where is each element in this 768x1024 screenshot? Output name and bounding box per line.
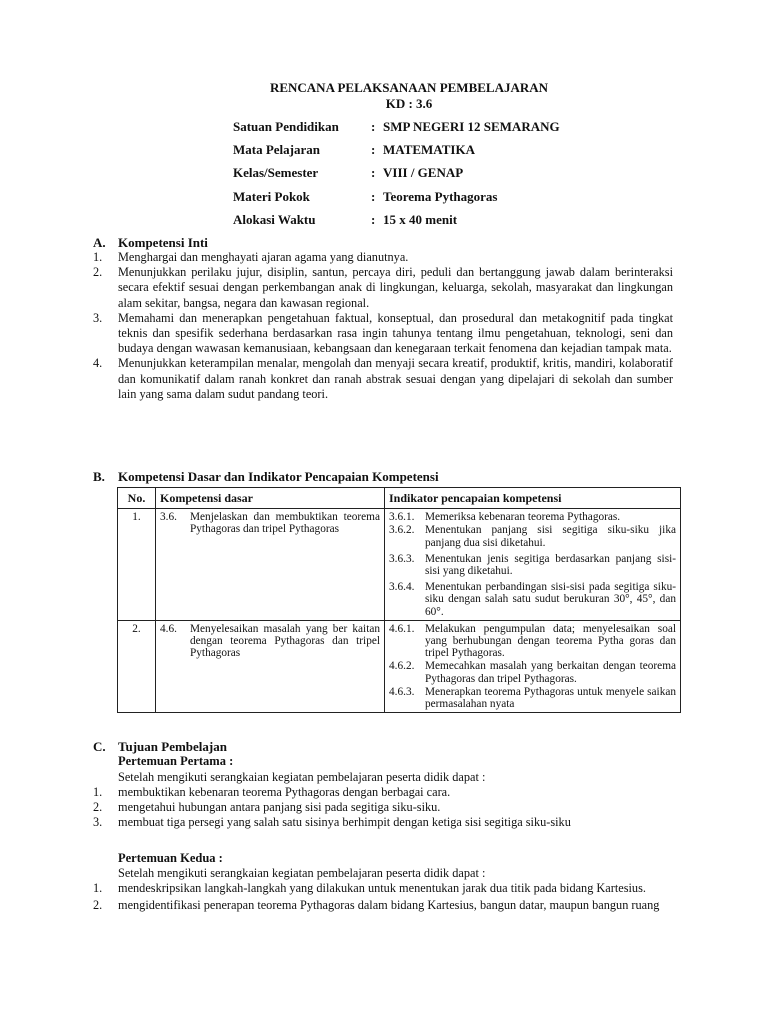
section-b-heading: B. Kompetensi Dasar dan Indikator Pencapaian Kompetensi — [93, 469, 439, 484]
row-number: 1. — [118, 509, 156, 621]
meeting-one-goals — [93, 785, 673, 831]
meta-value: VIII / GENAP — [383, 165, 464, 181]
meeting-one-intro: Setelah mengikuti serangkaian kegiatan pembelajaran peserta didik dapat : — [118, 770, 486, 784]
competence-table — [117, 487, 681, 713]
indicator-item: 4.6.1. Melakukan pengumpulan data; menyelesaikan soal yang berhubungan dengan teorema Pytha goras dan tripel Pythagoras. — [389, 622, 676, 660]
meeting-two-intro: Setelah mengikuti serangkaian kegiatan pembelajaran peserta didik dapat : — [118, 866, 486, 880]
section-a-heading: A. Kompetensi Inti — [93, 235, 208, 250]
meeting-one-title: Pertemuan Pertama : — [118, 754, 234, 768]
meta-row-school: Satuan Pendidikan : SMP NEGERI 12 SEMARANG — [233, 119, 560, 134]
indicator-item: 3.6.3. Menentukan jenis segitiga berdasarkan panjang sisi-sisi yang diketahui. — [389, 552, 676, 578]
meta-value: Teorema Pythagoras — [383, 188, 498, 204]
indicator-item: 4.6.2. Memecahkan masalah yang berkaitan dengan teorema Pythagoras dan tripel Pythagoras. — [389, 660, 676, 685]
core-competence-list — [93, 250, 673, 402]
list-item: 2. mengidentifikasi penerapan teorema Pythagoras dalam bidang Kartesius, bangun datar, maupun bangun ruang — [93, 898, 660, 913]
indicator-item: 3.6.1. Memeriksa kebenaran teorema Pythagoras. — [389, 511, 621, 524]
table-header-row — [118, 488, 681, 509]
list-item: 2. mengetahui hubungan antara panjang sisi pada segitiga siku-siku. — [93, 800, 441, 815]
list-item: 1. membuktikan kebenaran teorema Pythagoras dengan berbagai cara. — [93, 785, 451, 799]
kd-heading: KD : 3.6 — [385, 96, 433, 111]
identity-block — [233, 119, 560, 235]
indicator-item: 3.6.4. Menentukan perbandingan sisi-sisi pada segitiga siku-siku dengan salah satu sudut berukuran 30°, 45°, dan 60°. — [389, 581, 676, 618]
table-row — [118, 620, 681, 712]
document-title: RENCANA PELAKSANAAN PEMBELAJARAN — [269, 80, 549, 95]
meta-row-time: Alokasi Waktu : 15 x 40 menit — [233, 211, 458, 227]
column-header-no: No. — [118, 488, 156, 509]
list-item: 1. mendeskripsikan langkah-langkah yang dilakukan untuk menentukan jarak dua titik pada bidang Kartesius. — [93, 881, 646, 895]
indicator-cell — [385, 509, 681, 621]
list-item: 3. Memahami dan menerapkan pengetahuan faktual, konseptual, dan prosedural dan metakognitif pada tingkat teknis dan spesifik sederhana berdasarkan rasa ingin tahunya tentang ilmu pengetahuan, teknologi, seni dan budaya dengan wawasan kemanusiaan, kebangsaan dan kenegaraan terkait fenomena dan kejadian tampak mata. — [93, 310, 673, 356]
competence-cell: 3.6. Menjelaskan dan membuktikan teorema Pythagoras dan tripel Pythagoras — [156, 509, 385, 621]
list-item: 1. Menghargai dan menghayati ajaran agama yang dianutnya. — [93, 250, 409, 264]
meta-value: 15 x 40 menit — [383, 211, 458, 227]
meta-row-topic: Materi Pokok : Teorema Pythagoras — [233, 188, 498, 204]
indicator-cell — [385, 620, 681, 712]
section-c-heading: C. Tujuan Pembelajan — [93, 739, 227, 754]
column-header-kd: Kompetensi dasar — [156, 488, 385, 509]
meeting-two-goals — [93, 881, 673, 913]
indicator-item: 3.6.2. Menentukan panjang sisi segitiga siku-siku jika panjang dua sisi diketahui. — [389, 524, 676, 549]
list-item: 3. membuat tiga persegi yang salah satu sisinya berhimpit dengan ketiga sisi segitiga siku-siku — [93, 815, 571, 830]
meta-value: MATEMATIKA — [383, 142, 475, 158]
column-header-indicator: Indikator pencapaian kompetensi — [385, 488, 681, 509]
meta-row-subject: Mata Pelajaran : MATEMATIKA — [233, 142, 475, 158]
row-number: 2. — [118, 620, 156, 712]
indicator-item: 4.6.3. Menerapkan teorema Pythagoras untuk menyele saikan permasalahan nyata — [389, 685, 676, 711]
meeting-two-title: Pertemuan Kedua : — [118, 851, 223, 865]
meta-row-class: Kelas/Semester : VIII / GENAP — [233, 165, 464, 181]
table-row — [118, 509, 681, 621]
competence-cell: 4.6. Menyelesaikan masalah yang ber kaitan dengan teorema Pythagoras dan tripel Pythagoras — [156, 620, 385, 712]
list-item: 4. Menunjukkan keterampilan menalar, mengolah dan menyaji secara kreatif, produktif, kritis, mandiri, kolaboratif dan komunikatif dalam ranah konkret dan ranah abstrak sesuai dengan yang dipelajari di sekolah dan sumber lain yang sama dalam sudut pandang teori. — [93, 356, 673, 401]
meta-value: SMP NEGERI 12 SEMARANG — [383, 119, 560, 134]
list-item: 2. Menunjukkan perilaku jujur, disiplin, santun, percaya diri, peduli dan bertanggung jawab dalam berinteraksi secara efektif sesuai dengan perkembangan anak di lingkungan, keluarga, sekolah, masyarakat dan lingkungan alam sekitar, bangsa, negara dan kawasan regional. — [93, 265, 673, 310]
